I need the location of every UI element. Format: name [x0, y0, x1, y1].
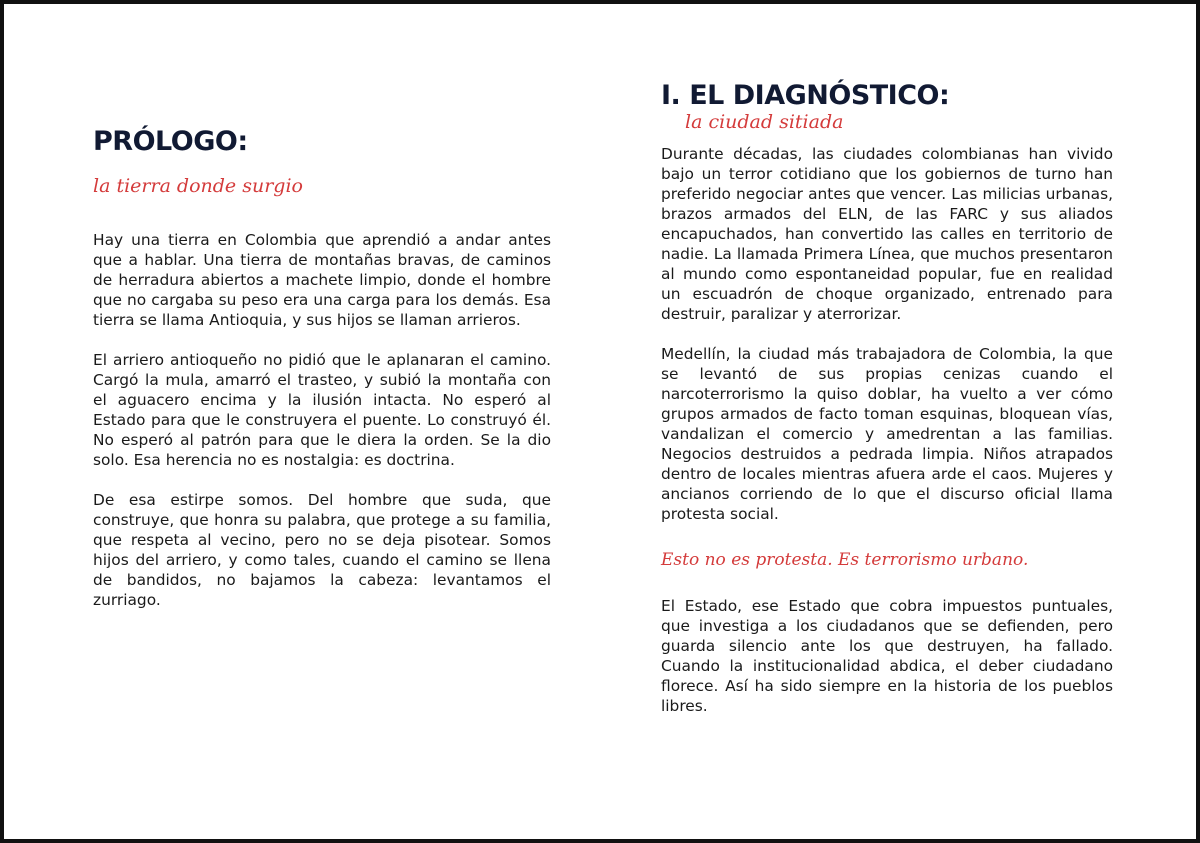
diagnosis-title: I. EL DIAGNÓSTICO: — [661, 80, 950, 111]
prologue-paragraph-3: De esa estirpe somos. Del hombre que suda, que construye, que honra su palabra, que protege a su familia, que respeta al vecino, pero no se deja pisotear. Somos hijos del arriero, y como tales, cuando el camino se llena de bandidos, no bajamos la cabeza: levantamos el zurriago. — [93, 491, 551, 609]
diagnosis-callout: Esto no es protesta. Es terrorismo urbano. — [661, 550, 1029, 570]
diagnosis-paragraph-1: Durante décadas, las ciudades colombianas han vivido bajo un terror cotidiano que los gobiernos de turno han preferido negociar antes que vencer. Las milicias urbanas, brazos armados del ELN, de las FARC y sus aliados encapuchados, han convertido las calles en territorio de nadie. La llamada Primera Línea, que muchos presentaron al mundo como espontaneidad popular, fue en realidad un escuadrón de choque organizado, entrenado para destruir, paralizar y aterrorizar. — [661, 145, 1113, 323]
diagnosis-subtitle: la ciudad sitiada — [685, 111, 844, 133]
prologue-paragraph-2: El arriero antioqueño no pidió que le aplanaran el camino. Cargó la mula, amarró el trasteo, y subió la montaña con el aguacero encima y la ilusión intacta. No esperó al Estado para que le construyera el puente. Lo construyó él. No esperó al patrón para que le diera la orden. Se la dio solo. Esa herencia no es nostalgia: es doctrina. — [93, 351, 551, 469]
prologue-paragraph-1: Hay una tierra en Colombia que aprendió a andar antes que a hablar. Una tierra de montañas bravas, de caminos de herradura abiertos a machete limpio, donde el hombre que no cargaba su peso era una carga para los demás. Esa tierra se llama Antioquia, y sus hijos se llaman arrieros. — [93, 231, 551, 329]
diagnosis-paragraph-3: El Estado, ese Estado que cobra impuestos puntuales, que investiga a los ciudadanos que se defienden, pero guarda silencio ante los que destruyen, ha fallado. Cuando la institucionalidad abdica, el deber ciudadano florece. Así ha sido siempre en la historia de los pueblos libres. — [661, 597, 1113, 715]
right-page — [661, 76, 1113, 716]
prologue-subtitle: la tierra donde surgio — [93, 175, 303, 197]
prologue-title: PRÓLOGO: — [93, 126, 248, 157]
left-page — [93, 122, 551, 610]
diagnosis-paragraph-2: Medellín, la ciudad más trabajadora de Colombia, la que se levantó de sus propias cenizas cuando el narcoterrorismo la quiso doblar, ha vuelto a ver cómo grupos armados de facto toman esquinas, bloquean vías, vandalizan el comercio y amedrentan a las familias. Negocios destruidos a pedrada limpia. Niños atrapados dentro de locales mientras afuera arde el caos. Mujeres y ancianos corriendo de lo que el discurso oficial llama protesta social. — [661, 345, 1113, 523]
